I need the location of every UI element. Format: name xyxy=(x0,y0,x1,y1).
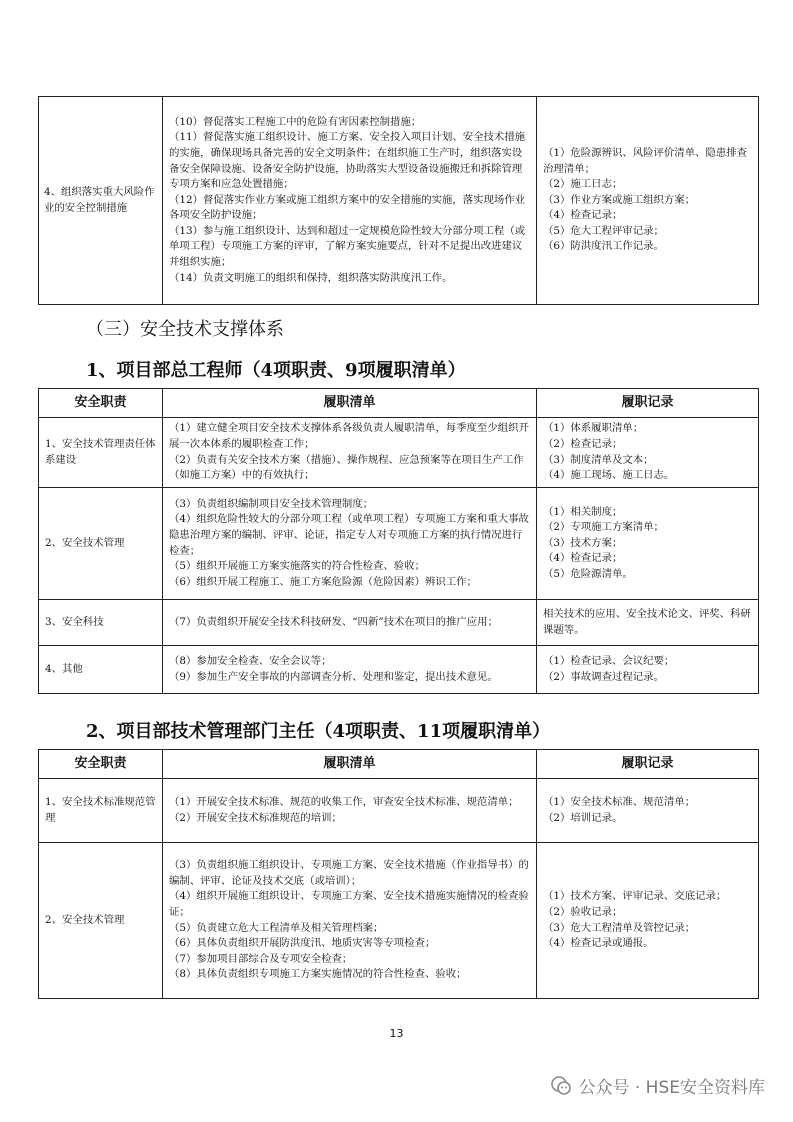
items-cell xyxy=(163,646,537,694)
header-record: 履职记录 xyxy=(537,750,759,779)
list-item: （2）检查记录； xyxy=(543,437,623,450)
items-cell xyxy=(163,779,537,843)
list-item: （2）验收记录； xyxy=(543,905,623,918)
watermark xyxy=(550,1073,765,1098)
list-item: （4）检查记录； xyxy=(543,209,623,222)
list-item: （6）组织开展工程施工、施工方案危险源（危险因素）辨识工作； xyxy=(169,575,477,588)
list-item: （4）检查记录或通报。 xyxy=(543,937,654,950)
table-row xyxy=(39,488,759,600)
list-item: （5）危险源清单。 xyxy=(543,567,633,580)
list-item: （3）危大工程清单及管控记录； xyxy=(543,921,696,934)
list-item: （3）技术方案； xyxy=(543,536,623,549)
records-cell xyxy=(537,600,759,646)
records-cell xyxy=(537,843,759,999)
records-cell xyxy=(537,779,759,843)
table-2 xyxy=(38,749,759,999)
duty-cell: 1、安全技术标准规范管理 xyxy=(39,779,163,843)
list-item: （1）危险源辨识、风险评价清单、隐患排查治理清单； xyxy=(543,146,748,175)
list-item: （5）危大工程评审记录； xyxy=(543,224,664,237)
list-item: （3）制度清单及文本； xyxy=(543,453,654,466)
list-item: （9）参加生产安全事故的内部调查分析、处理和鉴定，提出技术意见。 xyxy=(169,670,498,683)
list-item: （1）相关制度； xyxy=(543,505,623,518)
table-row xyxy=(39,646,759,694)
duty-cell: 1、安全技术管理责任体系建设 xyxy=(39,418,163,488)
list-item: （5）组织开展施工方案实施落实的符合性检查、验收； xyxy=(169,560,425,573)
list-item: （11）督促落实施工组织设计、施工方案、安全投入项目计划、安全技术措施的实施，确保现场具备完善的安全文明条件；在组织施工生产时，组织落实设备安全保障设施、设备安全防护设施，协助落实大型设备设施搬迁和拆除管理专项方案和应急处置措施； xyxy=(169,131,526,191)
page-number: 13 xyxy=(389,1027,404,1040)
items-cell xyxy=(163,97,537,305)
list-item: （3）负责组织施工组织设计、专项施工方案、安全技术措施（作业指导书）的编制、评审、论证及技术交底（或培训）； xyxy=(169,859,529,887)
items-cell xyxy=(163,418,537,488)
list-item: （3）负责组织编制项目安全技术管理制度； xyxy=(169,497,374,510)
list-item: （2）开展安全技术标准规范的培训； xyxy=(169,811,342,824)
list-item: （1）开展安全技术标准、规范的收集工作，审查安全技术标准、规范清单； xyxy=(169,795,519,808)
header-record: 履职记录 xyxy=(537,389,759,418)
watermark-text: 公众号 · HSE安全资料库 xyxy=(578,1078,765,1098)
records-cell xyxy=(537,97,759,305)
list-item: （8）参加安全检查、安全会议等； xyxy=(169,654,332,667)
list-item: （2）培训记录。 xyxy=(543,811,623,824)
list-item: （6）防洪度汛工作记录。 xyxy=(543,240,664,253)
heading-1: 1、项目部总工程师（4项职责、9项履职清单） xyxy=(86,360,466,381)
table-header-row xyxy=(39,389,759,418)
duty-cell: 2、安全技术管理 xyxy=(39,488,163,600)
header-list: 履职清单 xyxy=(163,750,537,779)
heading-2: 2、项目部技术管理部门主任（4项职责、11项履职清单） xyxy=(86,721,551,742)
list-item: （8）具体负责组织专项施工方案实施情况的符合性检查、验收； xyxy=(169,968,467,981)
items-cell xyxy=(163,843,537,999)
list-item: （4）施工现场、施工日志。 xyxy=(543,469,675,482)
duty-cell: 4、组织落实重大风险作业的安全控制措施 xyxy=(39,97,163,305)
list-item: （14）负责文明施工的组织和保持，组织落实防洪度汛工作。 xyxy=(169,271,453,284)
list-item: （1）建立健全项目安全技术支撑体系各级负责人履职清单，每季度至少组织开展一次本体系的履职检查工作； xyxy=(169,422,529,450)
list-item: （2）负责有关安全技术方案（措施）、操作规程、应急预案等在项目生产工作（如施工方案）中的有效执行； xyxy=(169,453,524,482)
records-cell xyxy=(537,418,759,488)
list-item: （1）技术方案、评审记录、交底记录； xyxy=(543,890,727,903)
list-item: （1）体系履职清单； xyxy=(543,422,644,435)
records-cell xyxy=(537,646,759,694)
header-duty: 安全职责 xyxy=(39,389,163,418)
header-list: 履职清单 xyxy=(163,389,537,418)
table-row xyxy=(39,843,759,999)
table-row xyxy=(39,779,759,843)
table-row xyxy=(39,97,759,305)
list-item: （2）施工日志； xyxy=(543,178,623,191)
items-cell xyxy=(163,600,537,646)
duty-cell: 4、其他 xyxy=(39,646,163,694)
list-item: （12）督促落实作业方案或施工组织方案中的安全措施的实施，落实现场作业各项安全防护设施； xyxy=(169,193,526,222)
list-item: （4）组织开展施工组织设计、专项施工方案、安全技术措施实施情况的检查验证； xyxy=(169,890,529,918)
list-item: （5）负责建立危大工程清单及相关管理档案； xyxy=(169,921,384,934)
list-item: （13）参与施工组织设计、达到和超过一定规模危险性较大分部分项工程（或单项工程）专项施工方案的评审，了解方案实施要点，针对不足提出改进建议并组织实施； xyxy=(169,224,526,269)
table-header-row xyxy=(39,750,759,779)
duty-cell: 3、安全科技 xyxy=(39,600,163,646)
list-item: （7）参加项目部综合及专项安全检查； xyxy=(169,952,353,965)
list-item: （4）组织危险性较大的分部分项工程（或单项工程）专项施工方案和重大事故隐患治理方案的编制、评审、论证，指定专人对专项施工方案的执行情况进行检查； xyxy=(169,513,529,557)
wechat-icon xyxy=(550,1075,572,1097)
list-item: （3）作业方案或施工组织方案； xyxy=(543,193,696,206)
list-item: （10）督促落实工程施工中的危险有害因素控制措施； xyxy=(169,115,422,128)
table-1 xyxy=(38,388,759,694)
list-item: （6）具体负责组织开展防洪度汛、地质灾害等专项检查； xyxy=(169,937,436,950)
header-duty: 安全职责 xyxy=(39,750,163,779)
items-cell xyxy=(163,488,537,600)
list-item: 相关技术的应用、安全技术论文、评奖、科研课题等。 xyxy=(543,607,751,636)
records-cell xyxy=(537,488,759,600)
list-item: （4）检查记录； xyxy=(543,552,623,565)
top-table xyxy=(38,96,759,305)
list-item: （1）安全技术标准、规范清单； xyxy=(543,795,696,808)
list-item: （2）事故调查过程记录。 xyxy=(543,670,664,683)
table-row xyxy=(39,600,759,646)
list-item: （1）检查记录、会议纪要； xyxy=(543,654,675,667)
section-title: （三）安全技术支撑体系 xyxy=(86,319,284,340)
duty-cell: 2、安全技术管理 xyxy=(39,843,163,999)
list-item: （2）专项施工方案清单； xyxy=(543,521,664,534)
list-item: （7）负责组织开展安全技术科技研发、“四新”技术在项目的推广应用； xyxy=(169,615,498,628)
table-row xyxy=(39,418,759,488)
